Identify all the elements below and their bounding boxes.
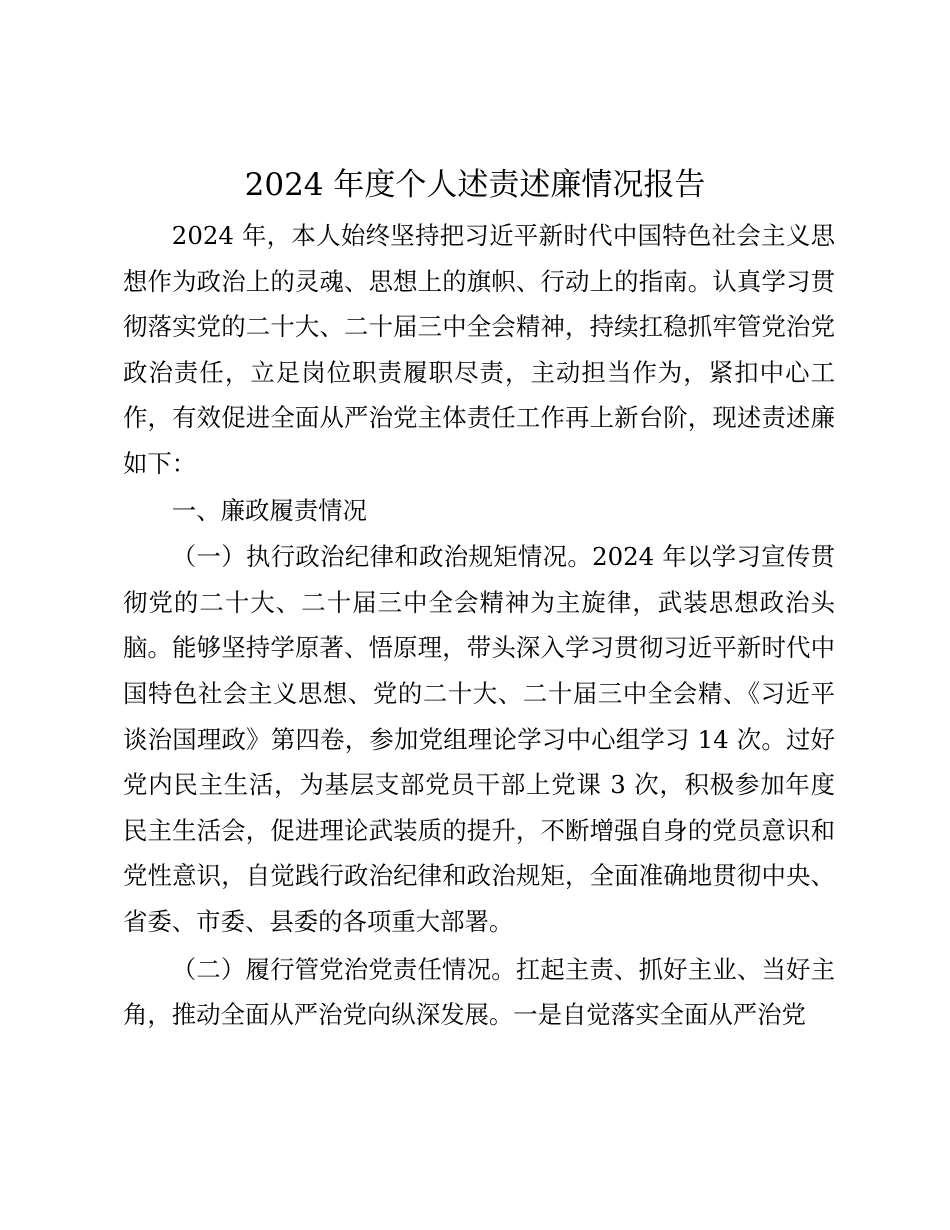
section-heading-1: 一、廉政履责情况 (171, 495, 367, 525)
paragraph-party-governance: （二）履行管党治党责任情况。扛起主责、抓好主业、当好主角，推动全面从严治党向纵深发展。一是自觉落实全面从严治党 (123, 954, 835, 1030)
document-title: 2024 年度个人述责述廉情况报告 (244, 167, 706, 203)
document-body (123, 213, 835, 1038)
paragraph-intro: 2024 年，本人始终坚持把习近平新时代中国特色社会主义思想作为政治上的灵魂、思想上的旗帜、行动上的指南。认真学习贯彻落实党的二十大、二十届三中全会精神，持续扛稳抓牢管党治党政治责任，立足岗位职责履职尽责，主动担当作为，紧扣中心工作，有效促进全面从严治党主体责任工作再上新台阶，现述责述廉如下： (123, 221, 835, 478)
paragraph-political-discipline: （一）执行政治纪律和政治规矩情况。2024 年以学习宣传贯彻党的二十大、二十届三中全会精神为主旋律，武装思想政治头脑。能够坚持学原著、悟原理，带头深入学习贯彻习近平新时代中国特色社会主义思想、党的二十大、二十届三中全会精、《习近平谈治国理政》第四卷，参加党组理论学习中心组学习 14 次。过好党内民主生活，为基层支部党员干部上党课 3 次，积极参加年度民主生活会，促进理论武装质的提升，不断增强自身的党员意识和党性意识，自觉践行政治纪律和政治规矩，全面准确地贯彻中央、省委、市委、县委的各项重大部署。 (123, 542, 835, 936)
